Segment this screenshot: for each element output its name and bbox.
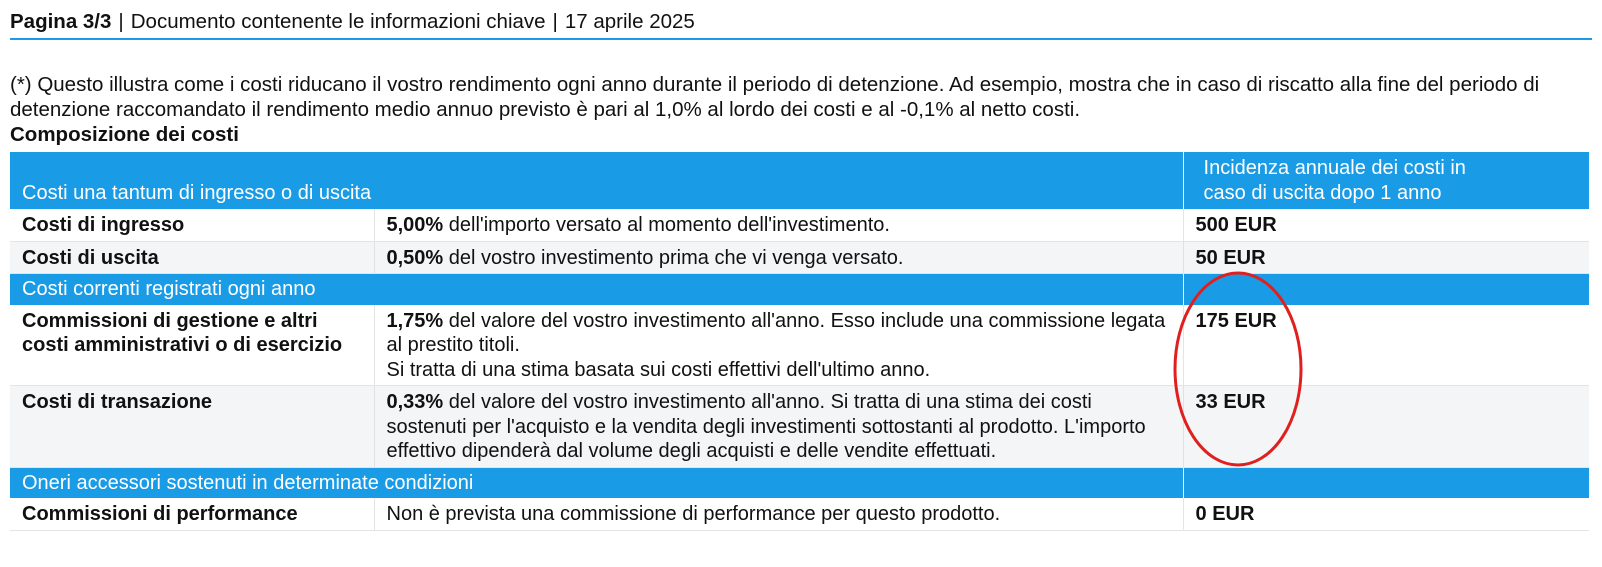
header-separator-2: | — [552, 10, 558, 33]
row-label: Commissioni di gestione e altri costi amministrativi o di esercizio — [10, 305, 374, 386]
table-row-management-fees — [10, 305, 1589, 386]
row-percentage: 5,00% — [386, 214, 444, 236]
header-separator: | — [118, 10, 124, 33]
section-empty-cell — [1183, 467, 1589, 498]
row-description — [374, 241, 1183, 274]
row-description-text: dell'importo versato al momento dell'investimento. — [443, 214, 890, 236]
document-date: 17 aprile 2025 — [564, 10, 695, 33]
row-description — [374, 209, 1183, 241]
row-percentage: 0,33% — [386, 391, 444, 413]
row-label: Costi di uscita — [10, 241, 374, 274]
section-title: Composizione dei costi — [10, 123, 239, 146]
row-amount: 0 EUR — [1183, 498, 1589, 530]
row-description-text: del vostro investimento prima che vi venga versato. — [443, 246, 904, 269]
document-title: Documento contenente le informazioni chiave — [130, 10, 546, 33]
row-percentage: 1,75% — [386, 309, 444, 332]
row-percentage: 0,50% — [386, 246, 444, 269]
header-annual-impact-line1: Incidenza annuale dei costi in — [1203, 157, 1466, 179]
header-annual-impact-line2: caso di uscita dopo 1 anno — [1203, 181, 1442, 204]
row-description-text: del valore del vostro investimento all'anno. Si tratta di una stima dei costi sostenuti per l'acquisto e la vendita degli investimenti sottostanti al prodotto. L'importo effettivo dipenderà dal volume degli acquisti e delle vendite effettuati. — [386, 391, 1146, 462]
cost-composition-table — [10, 152, 1589, 531]
row-amount: 500 EUR — [1183, 209, 1589, 241]
table-row-transaction-costs — [10, 386, 1589, 468]
row-amount: 50 EUR — [1183, 241, 1589, 274]
cost-note: (*) Questo illustra come i costi riducano il vostro rendimento ogni anno durante il periodo di detenzione. Ad esempio, mostra che in caso di riscatto alla fine del periodo di detenzione raccomandato il rendimento medio annuo previsto è pari al 1,0% al lordo dei costi e al -0,1% al netto costi. — [10, 73, 1540, 121]
row-description — [374, 305, 1183, 386]
row-description: Non è prevista una commissione di performance per questo prodotto. — [374, 498, 1183, 530]
table-row-performance-fees — [10, 498, 1589, 530]
table-section-incidental-costs — [10, 467, 1589, 498]
page-number: Pagina 3/3 — [10, 10, 112, 33]
section-incidental-costs-label: Oneri accessori sostenuti in determinate condizioni — [10, 467, 1183, 498]
row-description — [374, 386, 1183, 468]
row-description-para — [387, 309, 1171, 358]
section-empty-cell — [1183, 274, 1589, 305]
page-header — [10, 8, 1592, 40]
row-description-para-2: Si tratta di una stima basata sui costi effettivi dell'ultimo anno. — [386, 358, 931, 381]
row-amount: 33 EUR — [1183, 386, 1589, 468]
row-label: Costi di transazione — [10, 386, 374, 468]
row-label: Costi di ingresso — [10, 209, 374, 241]
table-section-ongoing-costs — [10, 274, 1589, 305]
table-row-exit-costs — [10, 241, 1589, 274]
table-row-entry-costs — [10, 209, 1589, 241]
table-header-row — [10, 152, 1589, 209]
section-ongoing-costs-label: Costi correnti registrati ogni anno — [10, 274, 1183, 305]
row-amount: 175 EUR — [1183, 305, 1589, 386]
header-annual-impact — [1183, 152, 1589, 209]
row-label: Commissioni di performance — [10, 498, 374, 530]
header-one-off-costs: Costi una tantum di ingresso o di uscita — [10, 152, 1183, 209]
row-description-text: del valore del vostro investimento all'anno. Esso include una commissione legata al prestito titoli. — [386, 309, 1166, 356]
